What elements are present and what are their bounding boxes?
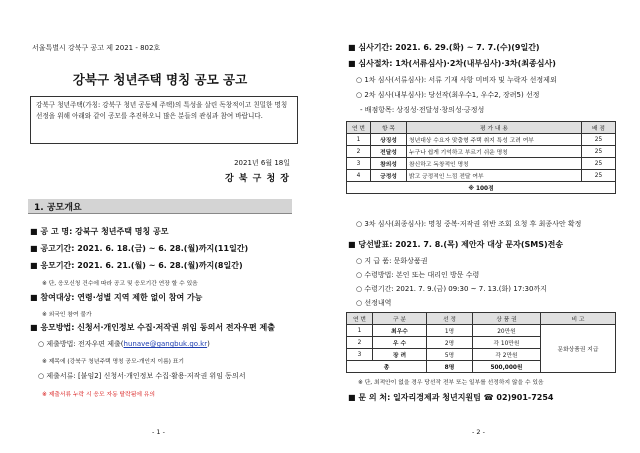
page-number: - 1 - [152,428,165,436]
table-total-row: ※ 100점 [347,182,616,194]
item-scoring: - 배점항목: 상징성·전달성·창의성·긍정성 [360,106,485,114]
table-row: 3 참의성 참신하고 독창적인 명칭 25 [347,158,616,170]
note-prize: ※ 단, 최적안이 없을 경우 당선작 전부 또는 일부를 선정하지 않을 수 있음 [358,380,544,386]
item-submit-method: ○ 제출방법: 전자우편 제출(hunave@gangbuk.go.kr) [38,340,210,348]
table-header-row: 연 번 항 목 평 가 내 용 배 점 [347,122,616,134]
page-number: - 2 - [472,428,485,436]
page-title: 강북구 청년주택 명칭 공모 공고 [72,72,248,87]
notice-number: 서울특별시 강북구 공고 제 2021 - 802호 [32,44,161,52]
table-row: 2 전달성 누구나 쉽게 기억하고 부르기 쉬운 명칭 25 [347,146,616,158]
note-warning: ※ 제출서류 누락 시 응모 자동 탈락됨에 유의 [42,392,155,398]
item-review-period: ■ 심사기간: 2021. 6. 29.(화) ~ 7. 7.(수)(9일간) [348,43,540,52]
item-first-review: ○ 1차 심사(서류심사): 서류 기재 사항 미비자 및 누락자 선정제외 [356,76,557,84]
table-total-row: 총 8명 500,000원 [347,361,616,373]
notice-date: 2021년 6월 18일 [234,159,290,167]
item-second-review: ○ 2차 심사(내부심사): 당선작(최우수1, 우수2, 장려5) 선정 [356,91,540,99]
email-link[interactable]: hunave@gangbuk.go.kr [123,340,208,348]
item-eligibility: ■ 참여대상: 연령·성별 지역 제한 없이 참여 가능 [30,293,203,302]
intro-box: 강북구 청년주택(가칭: 강북구 청년 공동체 주택)의 특성을 살린 독창적이고 친밀한 명칭 선정을 위해 아래와 같이 공모를 추진하오니 많은 분들의 관심과 참여 바랍니다. [30,96,298,144]
prize-table [346,312,616,373]
item-announcement: ■ 당선발표: 2021. 7. 8.(목) 제안자 대상 문자(SMS)전송 [348,240,564,249]
item-method: ■ 응모방법: 신청서·개인정보 수집·저작권 위임 동의서 전자우편 제출 [30,323,276,332]
page-2 [320,0,640,453]
item-documents: ○ 제출서류: [붙임2] 신청서·개인정보 수집·활용·저작권 위임 동의서 [38,372,246,380]
item-receive-period: ○ 수령기간: 2021. 7. 9.(금) 09:30 ~ 7. 13.(화) 17:30까지 [356,285,547,293]
item-third-review: ○ 3차 심사(최종심사): 명칭 중복·저작권 위반 조회 요청 후 최종사안 확정 [356,220,582,228]
table-header-row: 연 번 구 분 선 정 상 품 권 비 고 [347,313,616,325]
table-row: 1 최우수 1명 20만원 문화상품권 지급 [347,325,616,337]
score-table [346,121,616,194]
item-title: ■ 공 고 명: 강북구 청년주택 명칭 공모 [30,227,169,236]
remark-cell: 문화상품권 지급 [541,325,616,373]
item-receive-method: ○ 수령방법: 본인 또는 대리인 방문 수령 [356,271,480,279]
item-review-process: ■ 심사절차: 1차(서류심사)·2차(내부심사)·3차(최종심사) [348,59,556,68]
item-selection: ○ 선정내역 [356,299,392,307]
table-row: 4 긍정성 밝고 긍정적인 느낌 전달 여부 25 [347,170,616,182]
note-foreigner: ※ 외국인 참여 불가 [42,312,92,318]
item-entry-period: ■ 응모기간: 2021. 6. 21.(월) ~ 6. 28.(월)까지(8일간) [30,261,243,270]
section-heading: 1. 공모개요 [28,199,292,214]
issuer: 강 북 구 청 장 [224,174,290,184]
note-email-subject: ※ 제목에 (강북구 청년주택 명칭 공모-개인지 이름) 표기 [42,359,184,365]
table-row: 1 상징성 청년대상 수요자 맞춤형 주택 취지 특성 고려 여부 25 [347,134,616,146]
item-notice-period: ■ 공고기간: 2021. 6. 18.(금) ~ 6. 28.(월)까지(11일간) [30,244,249,253]
table-row: 3 장 려 5명 각 2만원 [347,349,616,361]
table-row: 2 우 수 2명 각 10만원 [347,337,616,349]
item-prize: ○ 지 급 품: 문화상품권 [356,257,428,265]
item-contact: ■ 문 의 처: 일자리경제과 청년지원팀 ☎ 02)901-7254 [348,393,554,402]
note-extension: ※ 단, 응모신청 건수에 따라 공고 및 응모기간 연장 할 수 있음 [42,281,198,287]
